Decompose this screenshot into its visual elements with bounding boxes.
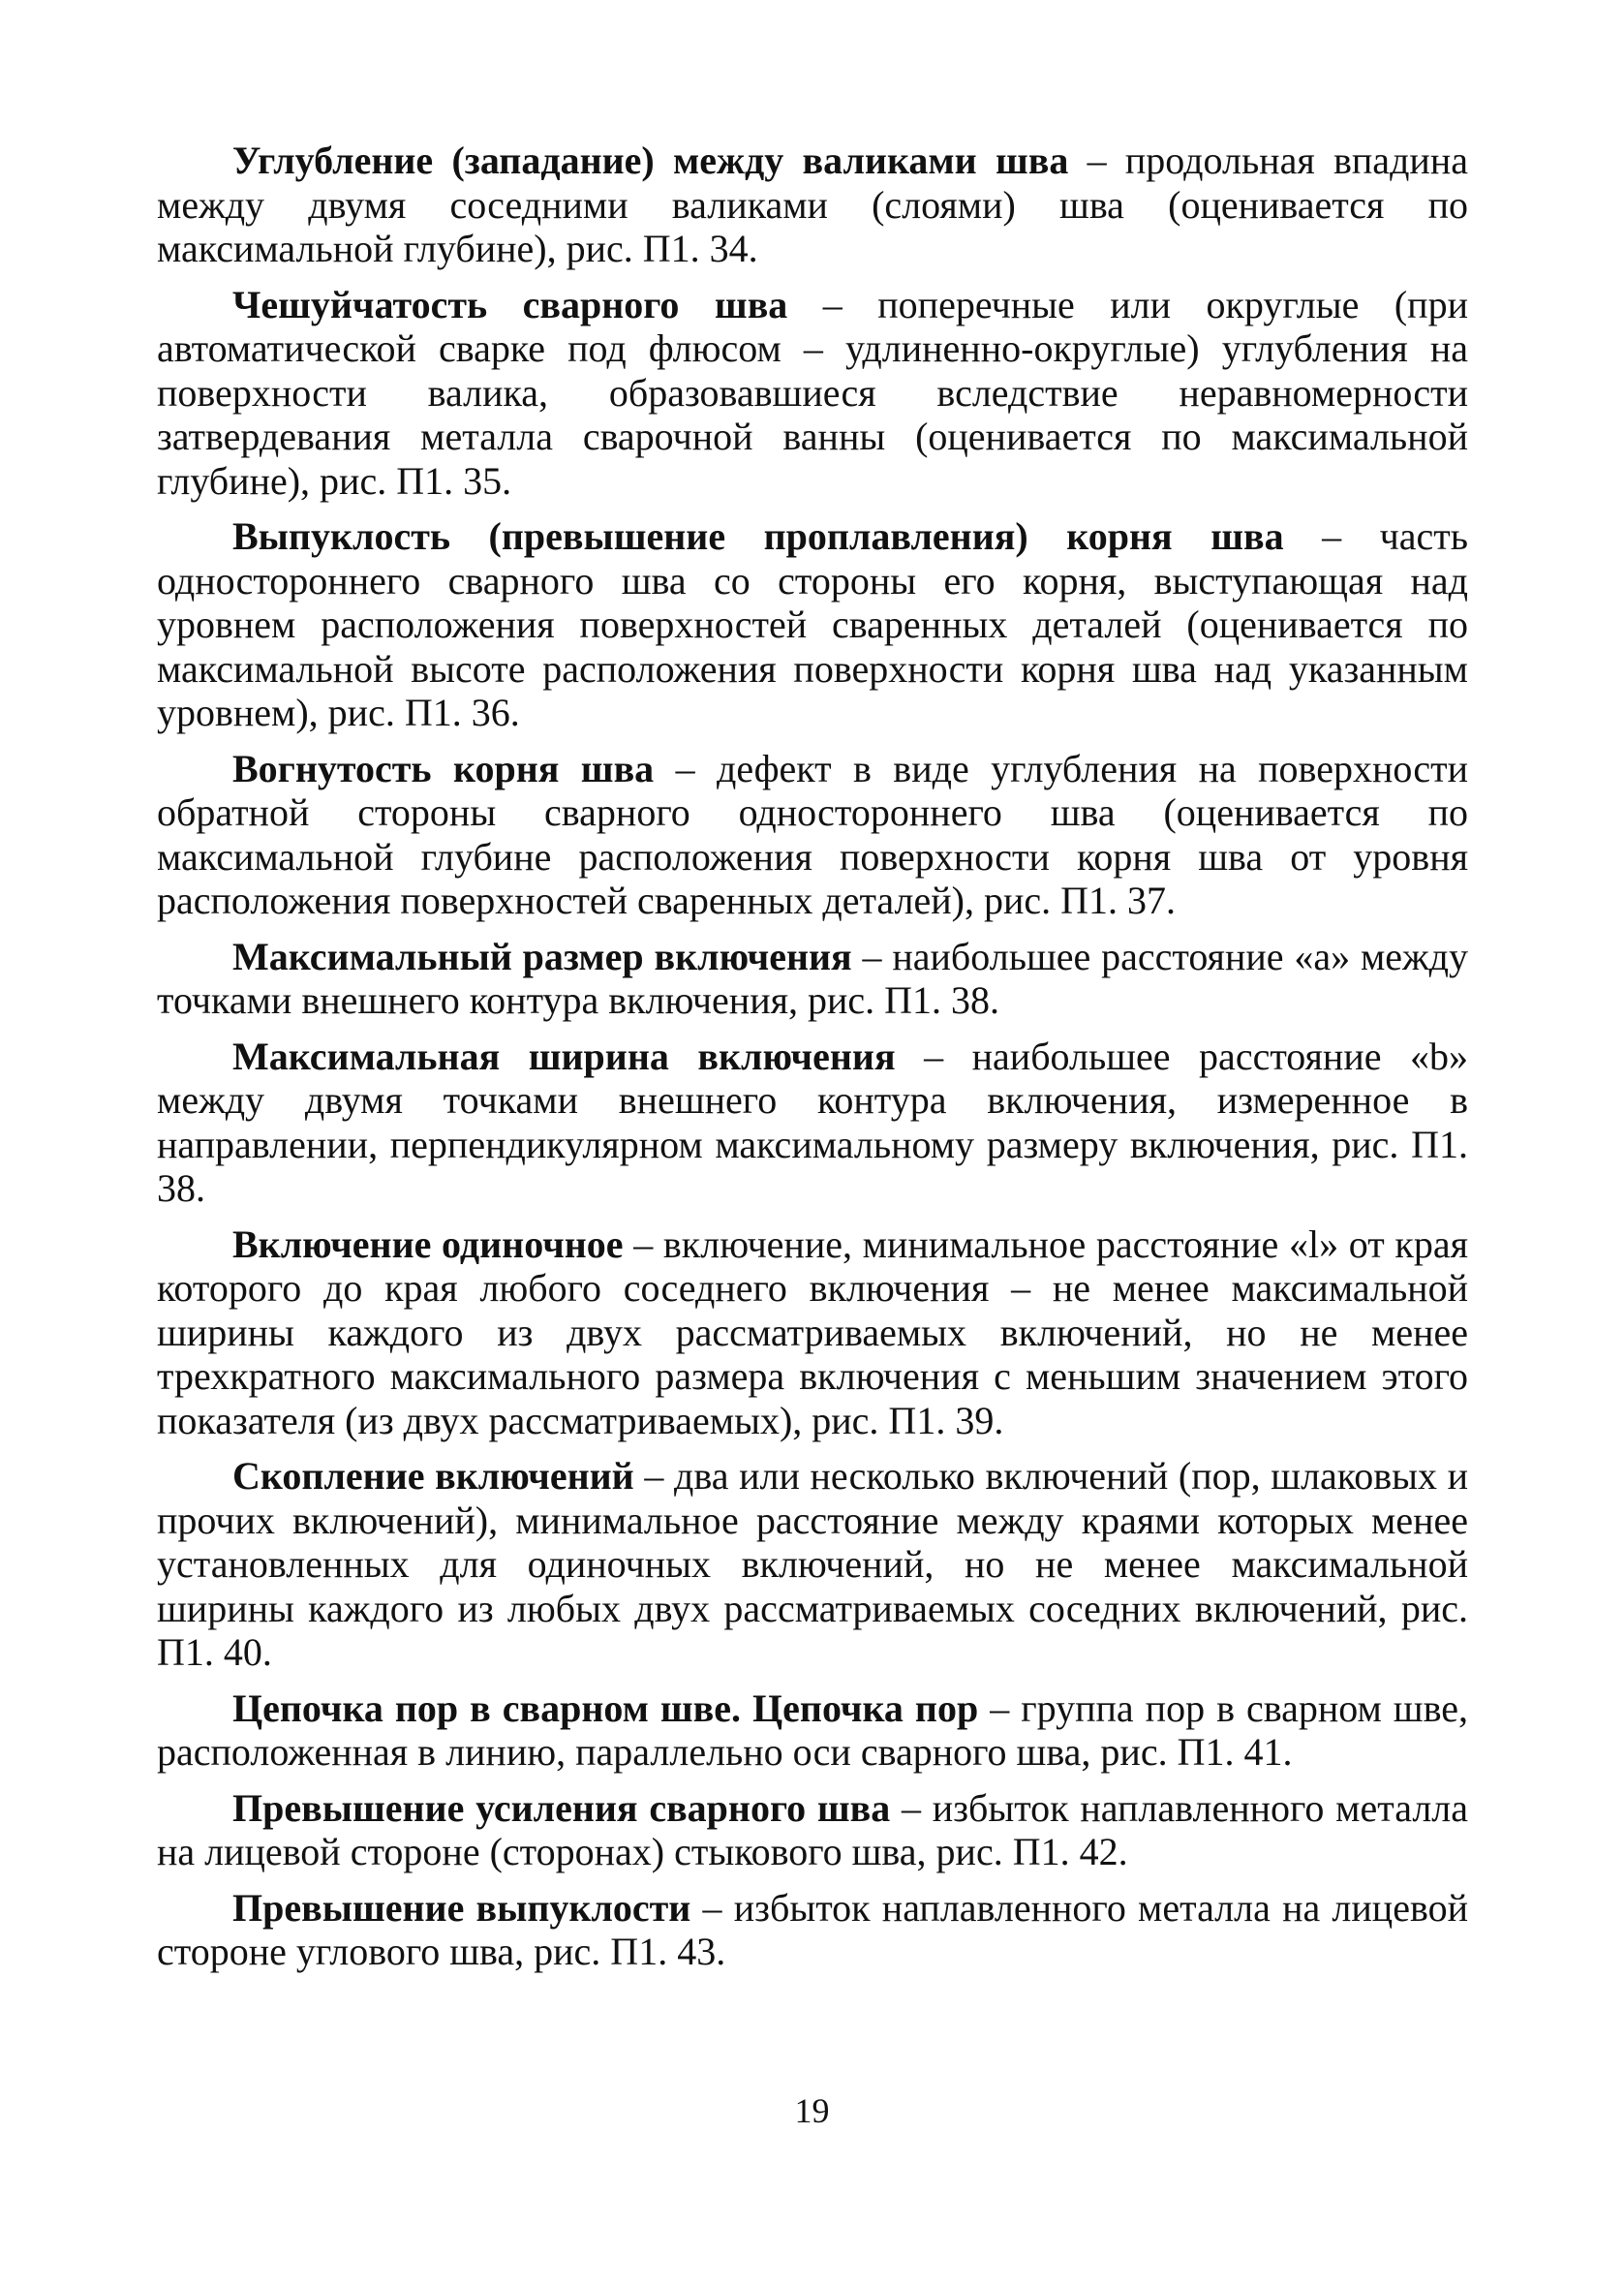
glossary-entry [157,1786,1468,1874]
glossary-entry [157,1886,1468,1974]
entry-term: Скопление включений [232,1454,634,1498]
entry-definition: – группа пор в сварном шве, расположенная в линию, параллельно оси сварного шва, рис. П1. 41. [157,1685,1468,1774]
page-number: 19 [794,2091,830,2130]
glossary-entry [157,283,1468,504]
entry-term: Превышение выпуклости [232,1885,691,1930]
glossary-entry [157,1222,1468,1443]
entry-definition: – продольная впадина между двумя соседними валиками (слоями) шва (оценивается по максимальной глубине), рис. П1. 34. [157,139,1468,270]
entry-term: Включение одиночное [232,1221,624,1266]
glossary-entry [157,1035,1468,1211]
glossary-entry [157,514,1468,735]
entry-definition: – избыток наплавленного металла на лицевой стороне углового шва, рис. П1. 43. [157,1885,1468,1973]
entry-term: Вогнутость корня шва [232,746,655,790]
entry-term: Углубление (западание) между валиками шва [232,139,1069,182]
glossary-entry [157,139,1468,271]
entry-definition: – два или несколько включений (пор, шлаковых и прочих включений), минимальное расстояние между краями которых менее установленных для одиночных включений, но не менее максимальной ширины каждого из любых двух рассматриваемых соседних включений, рис. П1. 40. [157,1454,1469,1674]
entry-term: Чешуйчатость сварного шва [232,282,788,326]
glossary-entry [157,1686,1468,1775]
entry-term: Максимальный размер включения [232,934,852,978]
entry-definition: – наибольшее расстояние «b» между двумя точками внешнего контура включения, измеренное в направлении, перпендикулярном максимальному размеру включения, рис. П1. 38. [157,1034,1468,1210]
entry-definition: – часть одностороннего сварного шва со стороны его корня, выступающая над уровнем расположения поверхностей сваренных деталей (оценивается по максимальной высоте расположения поверхности корня шва над указанным уровнем), рис. П1. 36. [157,514,1468,734]
entry-definition: – наибольшее расстояние «а» между точками внешнего контура включения, рис. П1. 38. [157,934,1468,1022]
entry-term: Превышение усиления сварного шва [232,1785,891,1830]
glossary-entry [157,935,1468,1023]
entry-definition: – избыток наплавленного металла на лицевой стороне (сторонах) стыкового шва, рис. П1. 42. [157,1785,1468,1873]
entry-term: Максимальная ширина включения [232,1034,896,1078]
entry-definition: – дефект в виде углубления на поверхности обратной стороны сварного одностороннего шва (оценивается по максимальной глубине расположения поверхности корня шва от уровня расположения поверхностей сваренных деталей), рис. П1. 37. [157,746,1469,922]
glossary-body [157,139,1468,1986]
glossary-entry [157,747,1468,923]
entry-term: Цепочка пор в сварном шве. Цепочка пор [232,1685,979,1730]
entry-term: Выпуклость (превышение проплавления) корня шва [232,514,1284,558]
glossary-entry [157,1454,1468,1675]
entry-definition: – включение, минимальное расстояние «l» от края которого до края любого соседнего включения – не менее максимальной ширины каждого из двух рассматриваемых включений, но не менее трехкратного максимального размера включения с меньшим значением этого показателя (из двух рассматриваемых), рис. П1. 39. [157,1221,1468,1442]
entry-definition: – поперечные или округлые (при автоматической сварке под флюсом – удлиненно-округлые) углубления на поверхности валика, образовавшиеся вследствие неравномерности затвердевания металла сварочной ванны (оценивается по максимальной глубине), рис. П1. 35. [157,282,1468,503]
